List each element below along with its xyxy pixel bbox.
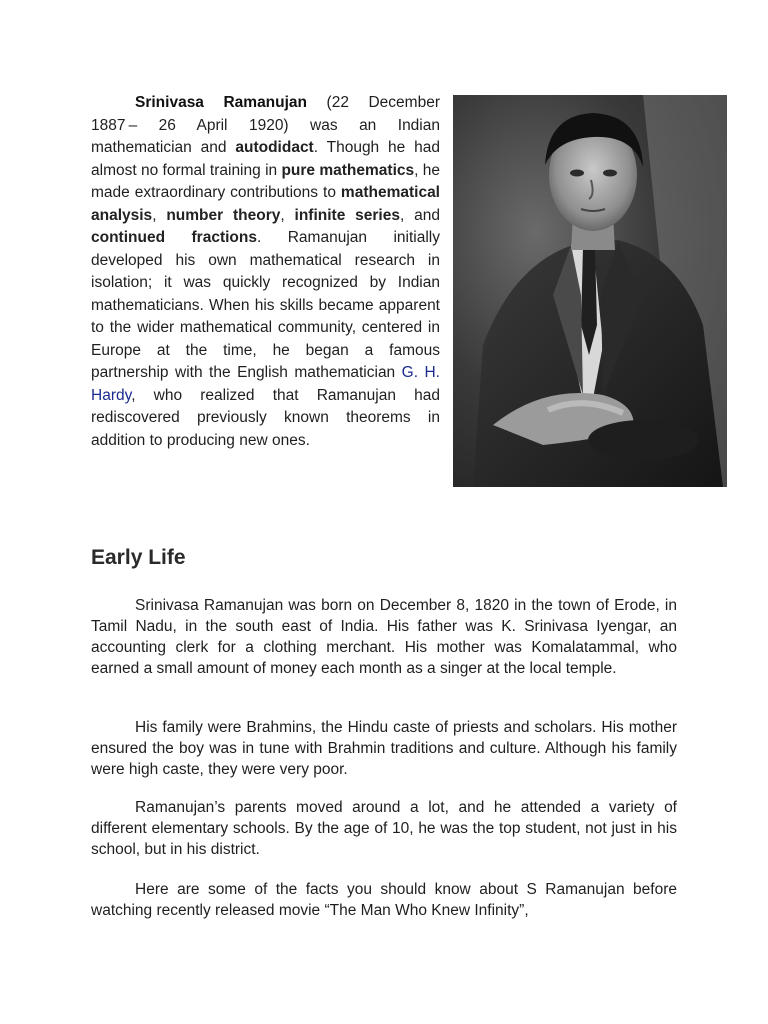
paragraph-text: Here are some of the facts you should know about S Ramanujan before watching recently released movie “The Man Who Knew Infinity”, xyxy=(91,881,677,919)
paragraph-text: Srinivasa Ramanujan was born on December 8, 1820 in the town of Erode, in Tamil Nadu, in the south east of India. His father was K. Srinivasa Iyengar, an accounting clerk for a clothing merchant. His mother was Komalatammal, who earned a small amount of money each month as a singer at the local temple. xyxy=(91,597,677,677)
early-life-paragraph-3 xyxy=(91,797,677,860)
pure-mathematics-term: pure mathematics xyxy=(281,161,415,179)
early-life-paragraph-1 xyxy=(91,595,677,679)
paragraph-text: His family were Brahmins, the Hindu caste of priests and scholars. His mother ensured the boy was in tune with Brahmin traditions and culture. Although his family were high caste, they were very poor. xyxy=(91,719,677,778)
mathematical-analysis-term: mathematical analysis xyxy=(91,184,440,224)
separator: , xyxy=(152,206,167,224)
portrait-illustration xyxy=(453,95,727,487)
intro-text-4: , and xyxy=(399,206,440,224)
intro-text-3: , he made extraordinary contributions to xyxy=(91,161,440,201)
early-life-paragraph-2 xyxy=(91,717,677,780)
early-life-paragraph-4 xyxy=(91,879,677,921)
separator: , xyxy=(280,206,295,224)
infinite-series-term: infinite series xyxy=(294,206,400,224)
intro-text-5: . Ramanujan initially developed his own mathematical research in isolation; it was quickly recognized by Indian mathematicians. When his skills became apparent to the wider mathematical community, centered in Europe at the time, he began a famous partnership with the English mathematician xyxy=(91,229,440,381)
number-theory-term: number theory xyxy=(166,206,281,224)
intro-text-1: (22 December 1887 – 26 April 1920) was an Indian mathematician and xyxy=(91,94,440,156)
portrait-photo xyxy=(453,95,727,487)
continued-fractions-term: continued fractions xyxy=(91,229,257,246)
subject-name: Srinivasa Ramanujan xyxy=(135,94,308,111)
paragraph-text: Ramanujan’s parents moved around a lot, and he attended a variety of different elementary schools. By the age of 10, he was the top student, not just in his school, but in his district. xyxy=(91,799,677,858)
autodidact-term: autodidact xyxy=(235,139,314,156)
hardy-link[interactable]: G. H. Hardy xyxy=(91,364,440,404)
intro-text-2: . Though he had almost no formal training in xyxy=(91,139,440,179)
intro-text-6: , who realized that Ramanujan had rediscovered previously known theorems in addition to producing new ones. xyxy=(91,386,440,449)
intro-paragraph xyxy=(91,92,440,452)
early-life-heading: Early Life xyxy=(91,546,186,569)
